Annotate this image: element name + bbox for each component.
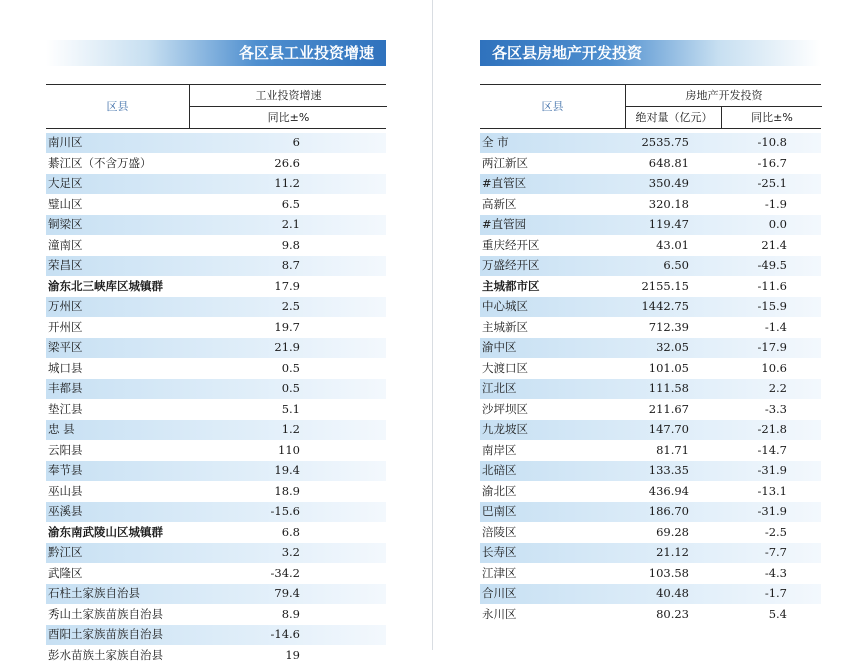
- yoy-value: 2.1: [282, 215, 300, 235]
- absolute-value: 111.58: [649, 379, 689, 399]
- absolute-value: 211.67: [649, 400, 689, 420]
- yoy-value: -49.5: [758, 256, 788, 276]
- yoy-value: 18.9: [274, 482, 300, 502]
- region-header: 区县: [480, 85, 625, 128]
- yoy-value: 5.1: [282, 400, 300, 420]
- absolute-value: 43.01: [656, 236, 689, 256]
- table-row: [46, 195, 386, 216]
- yoy-value: 21.4: [761, 236, 787, 256]
- region-name: 梁平区: [48, 338, 83, 358]
- yoy-value: 8.9: [282, 605, 300, 625]
- group-header: 房地产开发投资: [625, 85, 822, 107]
- table-row: [480, 379, 821, 400]
- region-name: #直管区: [482, 174, 526, 194]
- table-row: [46, 154, 386, 175]
- yoy-value: -14.7: [758, 441, 788, 461]
- absolute-value: 81.71: [656, 441, 689, 461]
- absolute-value: 320.18: [649, 195, 689, 215]
- region-name: 巫山县: [48, 482, 83, 502]
- yoy-value: -4.3: [765, 564, 787, 584]
- region-name: 全 市: [482, 133, 509, 153]
- region-name: 忠 县: [48, 420, 75, 440]
- yoy-value: 19: [285, 646, 300, 665]
- table-row: [480, 133, 821, 154]
- table-header: [480, 84, 821, 129]
- table-row: [46, 482, 386, 503]
- region-name: 九龙坡区: [482, 420, 528, 440]
- table-row: [46, 133, 386, 154]
- table-row: [480, 502, 821, 523]
- panel-title: 各区县房地产开发投资: [480, 40, 821, 66]
- region-name: 主城都市区: [482, 277, 540, 297]
- table-row: [480, 297, 821, 318]
- region-name: 渝东北三峡库区城镇群: [48, 277, 163, 297]
- table-row: [46, 625, 386, 646]
- table-row: [46, 523, 386, 544]
- yoy-value: 11.2: [274, 174, 300, 194]
- region-name: 黔江区: [48, 543, 83, 563]
- yoy-value: 9.8: [282, 236, 300, 256]
- yoy-value: -3.3: [765, 400, 787, 420]
- table-body: [46, 133, 386, 665]
- yoy-value: -14.6: [271, 625, 301, 645]
- table-row: [480, 195, 821, 216]
- page-fold-divider: [432, 0, 433, 650]
- absolute-value: 186.70: [649, 502, 689, 522]
- table-row: [46, 359, 386, 380]
- table-row: [480, 461, 821, 482]
- absolute-value: 69.28: [656, 523, 689, 543]
- absolute-value: 147.70: [649, 420, 689, 440]
- table-row: [46, 174, 386, 195]
- absolute-value: 712.39: [649, 318, 689, 338]
- table-row: [46, 564, 386, 585]
- yoy-value: 6: [293, 133, 300, 153]
- table-row: [480, 605, 821, 626]
- region-name: 綦江区（不含万盛）: [48, 154, 152, 174]
- region-name: 丰都县: [48, 379, 83, 399]
- table-row: [480, 318, 821, 339]
- yoy-value: 26.6: [274, 154, 300, 174]
- table-row: [46, 502, 386, 523]
- region-name: 城口县: [48, 359, 83, 379]
- absolute-value: 350.49: [649, 174, 689, 194]
- yoy-value: 79.4: [274, 584, 300, 604]
- region-name: 大渡口区: [482, 359, 528, 379]
- table-row: [480, 482, 821, 503]
- table-row: [46, 400, 386, 421]
- yoy-value: -7.7: [765, 543, 787, 563]
- absolute-value: 2155.15: [641, 277, 689, 297]
- yoy-value: 6.8: [282, 523, 300, 543]
- region-name: 云阳县: [48, 441, 83, 461]
- yoy-value: -31.9: [758, 461, 788, 481]
- table-row: [46, 318, 386, 339]
- yoy-value: -21.8: [758, 420, 788, 440]
- table-row: [480, 359, 821, 380]
- region-name: 大足区: [48, 174, 83, 194]
- group-header: 工业投资增速: [189, 85, 387, 107]
- yoy-header: 同比±%: [721, 107, 822, 128]
- absolute-header: 绝对量（亿元）: [625, 107, 722, 128]
- yoy-value: -15.9: [758, 297, 788, 317]
- panel-title: 各区县工业投资增速: [46, 40, 386, 66]
- absolute-value: 6.50: [663, 256, 689, 276]
- region-name: 石柱土家族自治县: [48, 584, 140, 604]
- table-row: [46, 236, 386, 257]
- absolute-value: 436.94: [649, 482, 689, 502]
- region-name: 合川区: [482, 584, 517, 604]
- region-name: 荣昌区: [48, 256, 83, 276]
- region-name: 北碚区: [482, 461, 517, 481]
- industrial-investment-panel: [46, 40, 386, 665]
- table-row: [46, 215, 386, 236]
- region-name: 永川区: [482, 605, 517, 625]
- table-row: [480, 236, 821, 257]
- region-name: 中心城区: [482, 297, 528, 317]
- region-name: 秀山土家族苗族自治县: [48, 605, 163, 625]
- table-row: [480, 277, 821, 298]
- region-name: 南川区: [48, 133, 83, 153]
- region-name: #直管园: [482, 215, 526, 235]
- yoy-value: 110: [278, 441, 300, 461]
- yoy-value: -1.9: [765, 195, 787, 215]
- region-name: 巫溪县: [48, 502, 83, 522]
- table-row: [46, 297, 386, 318]
- region-name: 江津区: [482, 564, 517, 584]
- region-name: 彭水苗族土家族自治县: [48, 646, 163, 665]
- table-row: [480, 215, 821, 236]
- table-body: [480, 133, 821, 625]
- region-name: 巴南区: [482, 502, 517, 522]
- region-name: 长寿区: [482, 543, 517, 563]
- region-name: 高新区: [482, 195, 517, 215]
- region-name: 渝北区: [482, 482, 517, 502]
- yoy-value: -13.1: [758, 482, 788, 502]
- table-row: [46, 461, 386, 482]
- yoy-value: -31.9: [758, 502, 788, 522]
- region-name: 两江新区: [482, 154, 528, 174]
- table-row: [480, 256, 821, 277]
- table-row: [46, 420, 386, 441]
- yoy-value: -1.4: [765, 318, 787, 338]
- table-row: [480, 174, 821, 195]
- region-name: 垫江县: [48, 400, 83, 420]
- yoy-value: 21.9: [274, 338, 300, 358]
- absolute-value: 40.48: [656, 584, 689, 604]
- table-row: [46, 584, 386, 605]
- real-estate-investment-panel: [480, 40, 821, 625]
- yoy-value: 19.7: [274, 318, 300, 338]
- yoy-value: -25.1: [758, 174, 788, 194]
- yoy-value: 10.6: [761, 359, 787, 379]
- absolute-value: 21.12: [656, 543, 689, 563]
- region-name: 渝东南武陵山区城镇群: [48, 523, 163, 543]
- yoy-value: 19.4: [274, 461, 300, 481]
- table-row: [480, 523, 821, 544]
- region-name: 璧山区: [48, 195, 83, 215]
- yoy-value: 6.5: [282, 195, 300, 215]
- table-row: [46, 338, 386, 359]
- table-row: [46, 441, 386, 462]
- region-name: 万盛经开区: [482, 256, 540, 276]
- region-name: 万州区: [48, 297, 83, 317]
- absolute-value: 133.35: [649, 461, 689, 481]
- yoy-value: 2.2: [769, 379, 787, 399]
- table-row: [480, 584, 821, 605]
- absolute-value: 32.05: [656, 338, 689, 358]
- table-row: [46, 605, 386, 626]
- yoy-value: -16.7: [758, 154, 788, 174]
- table-row: [46, 543, 386, 564]
- region-name: 涪陵区: [482, 523, 517, 543]
- yoy-value: 17.9: [274, 277, 300, 297]
- yoy-value: 3.2: [282, 543, 300, 563]
- region-name: 奉节县: [48, 461, 83, 481]
- yoy-value: 1.2: [282, 420, 300, 440]
- yoy-value: 2.5: [282, 297, 300, 317]
- region-name: 铜梁区: [48, 215, 83, 235]
- yoy-value: -34.2: [271, 564, 301, 584]
- table-row: [46, 646, 386, 665]
- yoy-value: -2.5: [765, 523, 787, 543]
- yoy-value: 0.0: [769, 215, 787, 235]
- region-name: 南岸区: [482, 441, 517, 461]
- yoy-value: -15.6: [271, 502, 301, 522]
- region-name: 渝中区: [482, 338, 517, 358]
- region-name: 主城新区: [482, 318, 528, 338]
- table-header: [46, 84, 386, 129]
- absolute-value: 80.23: [656, 605, 689, 625]
- region-name: 潼南区: [48, 236, 83, 256]
- region-name: 沙坪坝区: [482, 400, 528, 420]
- absolute-value: 101.05: [649, 359, 689, 379]
- absolute-value: 2535.75: [641, 133, 689, 153]
- yoy-header: 同比±%: [189, 107, 387, 128]
- region-name: 酉阳土家族苗族自治县: [48, 625, 163, 645]
- table-row: [46, 277, 386, 298]
- region-name: 江北区: [482, 379, 517, 399]
- table-row: [480, 543, 821, 564]
- absolute-value: 1442.75: [641, 297, 689, 317]
- region-name: 武隆区: [48, 564, 83, 584]
- yoy-value: 0.5: [282, 379, 300, 399]
- absolute-value: 648.81: [649, 154, 689, 174]
- table-row: [480, 338, 821, 359]
- table-row: [46, 256, 386, 277]
- region-header: 区县: [46, 85, 189, 128]
- table-row: [480, 400, 821, 421]
- yoy-value: -10.8: [758, 133, 788, 153]
- yoy-value: -11.6: [758, 277, 788, 297]
- region-name: 重庆经开区: [482, 236, 540, 256]
- table-row: [480, 441, 821, 462]
- table-row: [480, 564, 821, 585]
- table-row: [46, 379, 386, 400]
- absolute-value: 119.47: [649, 215, 689, 235]
- absolute-value: 103.58: [649, 564, 689, 584]
- yoy-value: 8.7: [282, 256, 300, 276]
- yoy-value: 5.4: [769, 605, 787, 625]
- table-row: [480, 420, 821, 441]
- region-name: 开州区: [48, 318, 83, 338]
- yoy-value: 0.5: [282, 359, 300, 379]
- yoy-value: -17.9: [758, 338, 788, 358]
- yoy-value: -1.7: [765, 584, 787, 604]
- table-row: [480, 154, 821, 175]
